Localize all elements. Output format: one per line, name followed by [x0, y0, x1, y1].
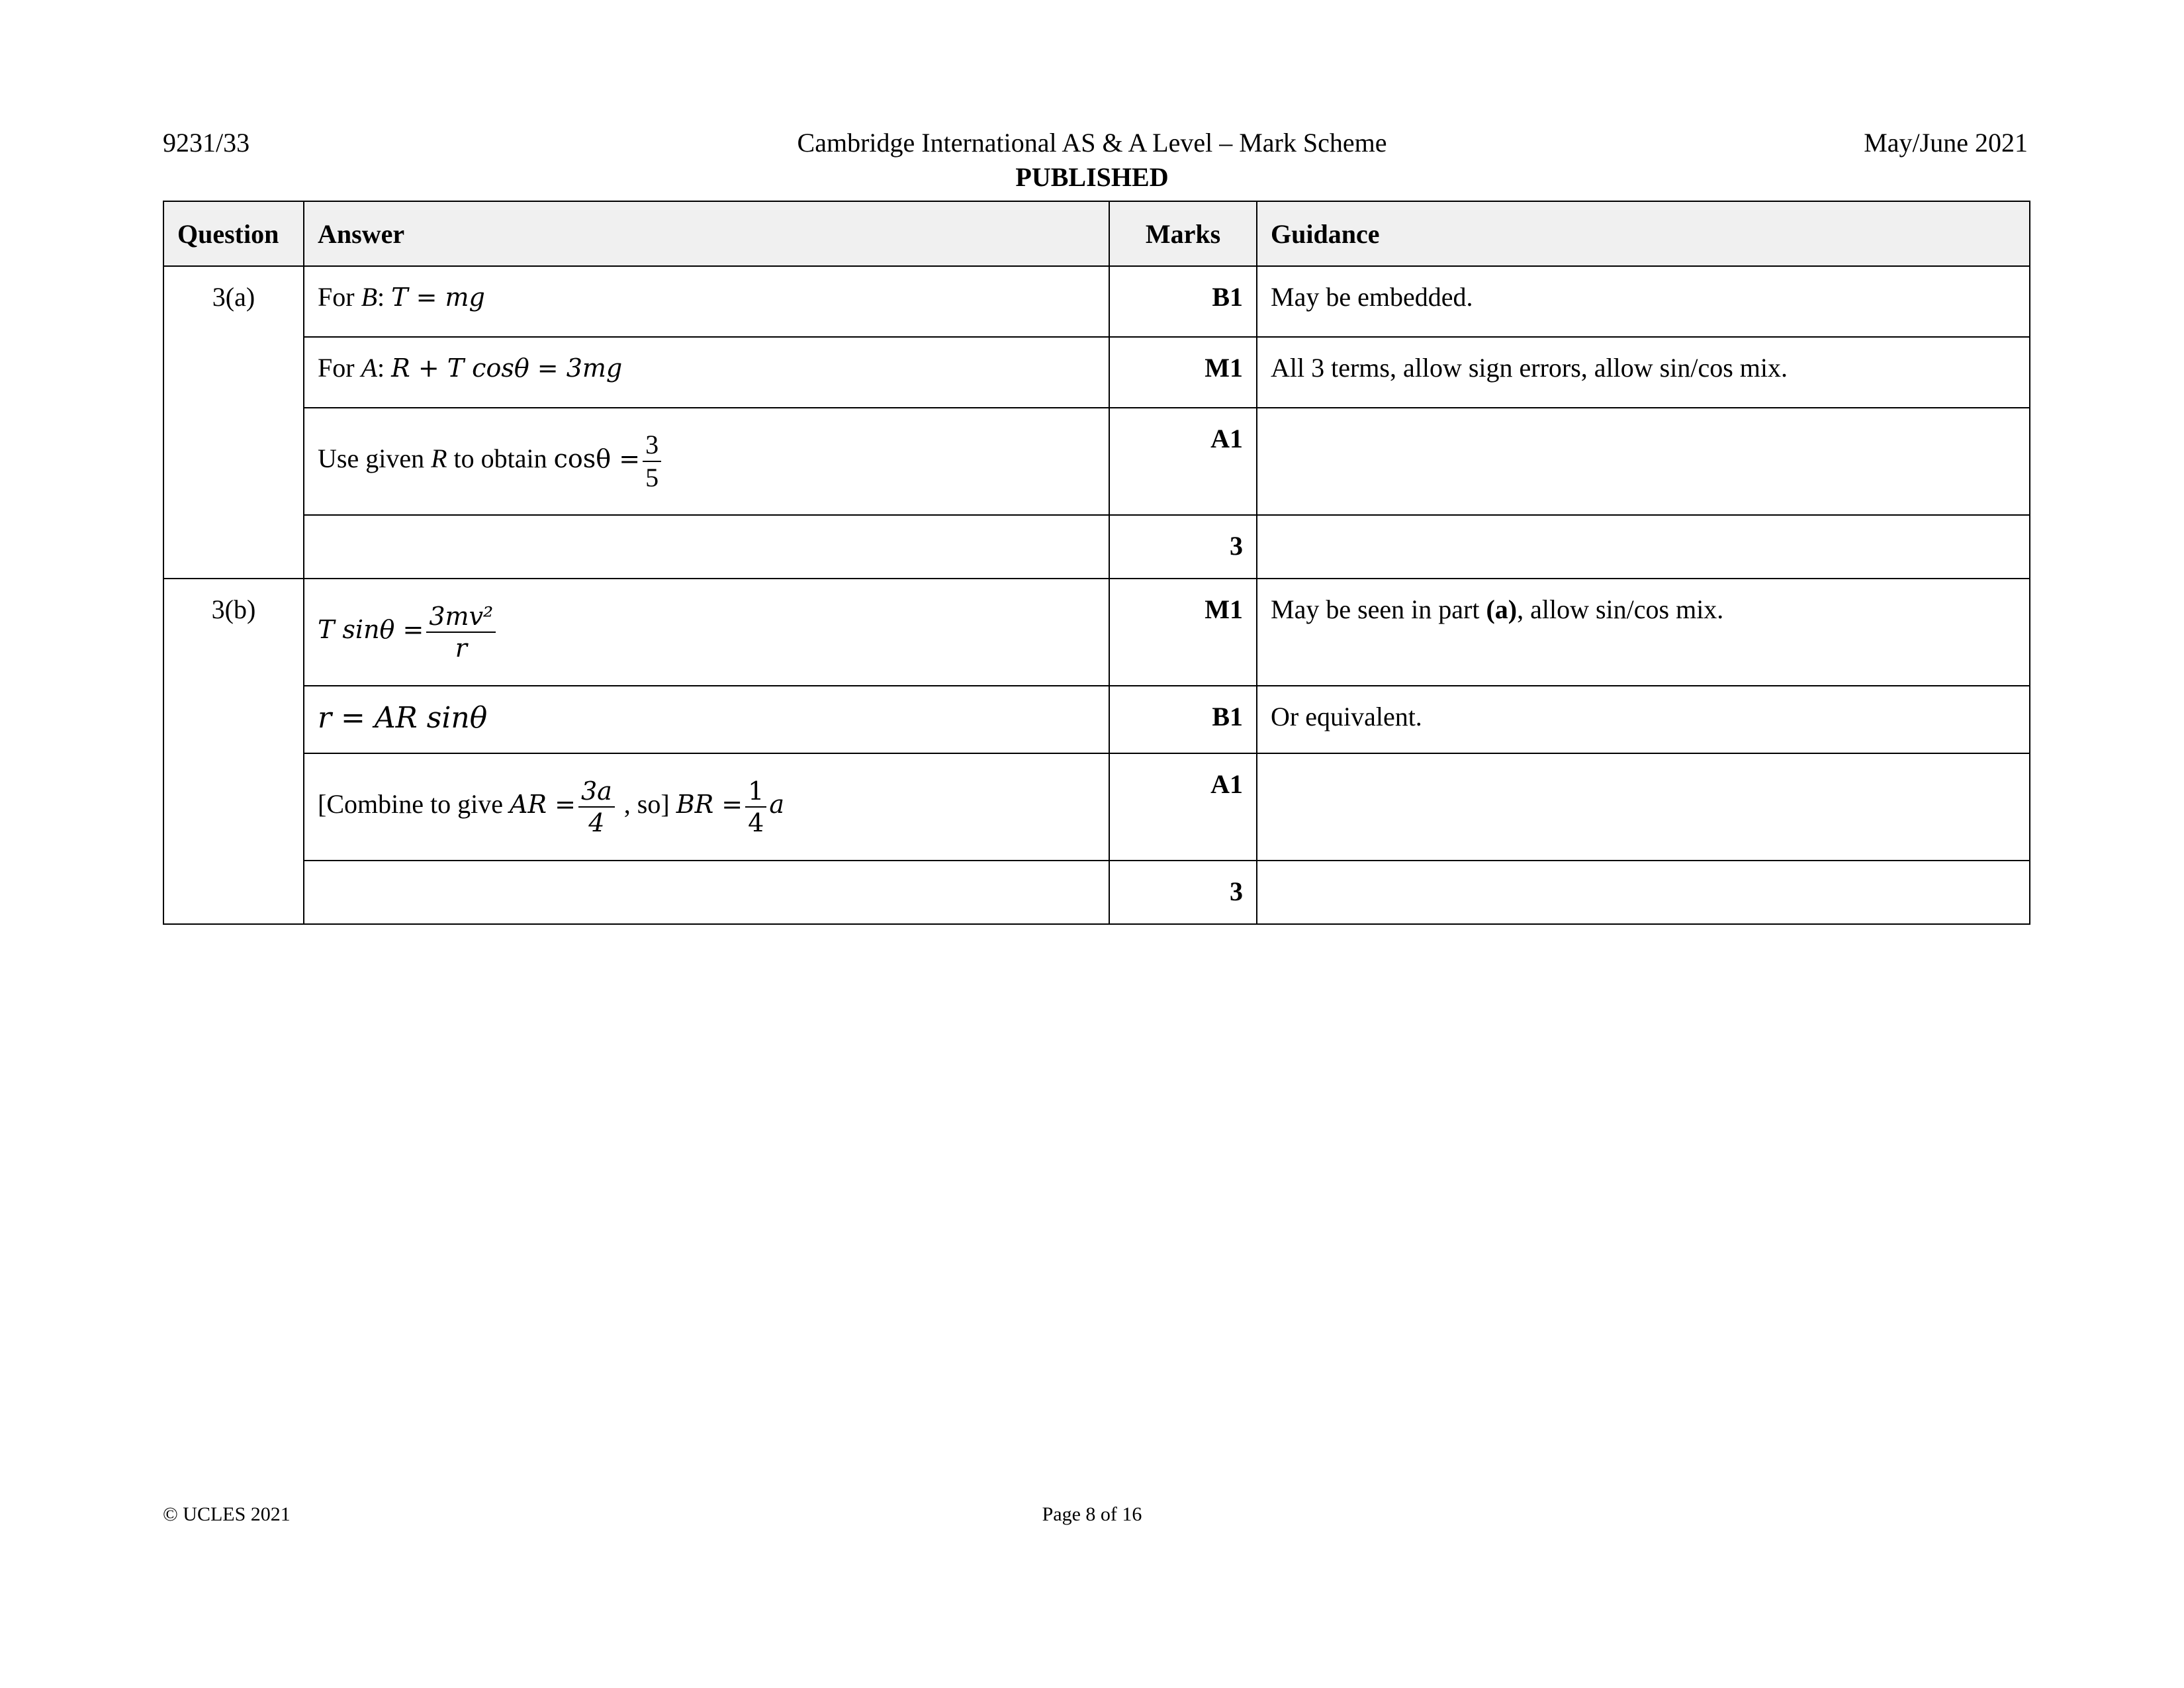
- mark-cell: M1: [1109, 337, 1257, 408]
- paper-code: 9231/33: [163, 128, 250, 158]
- guidance-cell: Or equivalent.: [1257, 686, 2030, 753]
- column-guidance: Guidance: [1257, 201, 2030, 266]
- fraction: $\frac{3}{5}$: [643, 432, 661, 491]
- answer-cell: T sinθ = $\frac{\text{3mv²}}{r}$: [304, 579, 1109, 686]
- table-row: [163, 861, 2030, 924]
- table-row: [163, 408, 2030, 515]
- fraction: $\frac{3a}{4}$: [578, 778, 615, 835]
- answer-cell: [Combine to give AR = $\frac{3a}{4}$ , so] BR = $\frac{1}{4}$ a: [304, 753, 1109, 861]
- mark-cell: M1: [1109, 579, 1257, 686]
- table-row: [163, 515, 2030, 579]
- table-row: [163, 686, 2030, 753]
- exam-session: May/June 2021: [1864, 128, 2028, 158]
- guidance-cell: May be seen in part (a), allow sin/cos mix.: [1257, 579, 2030, 686]
- question-label: 3(a): [163, 266, 304, 579]
- page-number: Page 8 of 16: [1042, 1503, 1142, 1525]
- question-label: 3(b): [163, 579, 304, 924]
- answer-cell: r = AR sinθ: [304, 686, 1109, 753]
- copyright-notice: © UCLES 2021: [163, 1503, 291, 1525]
- guidance-cell: [1257, 753, 2030, 861]
- mark-cell: B1: [1109, 686, 1257, 753]
- published-label: PUBLISHED: [1015, 162, 1169, 192]
- answer-cell: [304, 515, 1109, 579]
- mark-cell: A1: [1109, 753, 1257, 861]
- answer-cell: For B: T = mg: [304, 266, 1109, 337]
- answer-cell: For A: R + T cosθ = 3mg: [304, 337, 1109, 408]
- mark-cell: B1: [1109, 266, 1257, 337]
- fraction: $\frac{\text{3mv²}}{r}$: [426, 604, 496, 661]
- guidance-cell: [1257, 861, 2030, 924]
- guidance-cell: [1257, 408, 2030, 515]
- table-row: [163, 266, 2030, 337]
- column-marks: Marks: [1109, 201, 1257, 266]
- column-question: Question: [163, 201, 304, 266]
- guidance-cell: All 3 terms, allow sign errors, allow sin/cos mix.: [1257, 337, 2030, 408]
- fraction: $\frac{1}{4}$: [745, 778, 766, 835]
- document-title: Cambridge International AS & A Level – Mark Scheme: [797, 128, 1387, 158]
- answer-cell: [304, 861, 1109, 924]
- table-row: [163, 579, 2030, 686]
- mark-scheme-table: [163, 201, 2030, 925]
- table-row: [163, 337, 2030, 408]
- table-header-row: [163, 201, 2030, 266]
- guidance-cell: May be embedded.: [1257, 266, 2030, 337]
- mark-cell: A1: [1109, 408, 1257, 515]
- total-mark-cell: 3: [1109, 515, 1257, 579]
- table-row: [163, 753, 2030, 861]
- column-answer: Answer: [304, 201, 1109, 266]
- guidance-cell: [1257, 515, 2030, 579]
- total-mark-cell: 3: [1109, 861, 1257, 924]
- answer-cell: Use given R to obtain cosθ = $\frac{3}{5}$: [304, 408, 1109, 515]
